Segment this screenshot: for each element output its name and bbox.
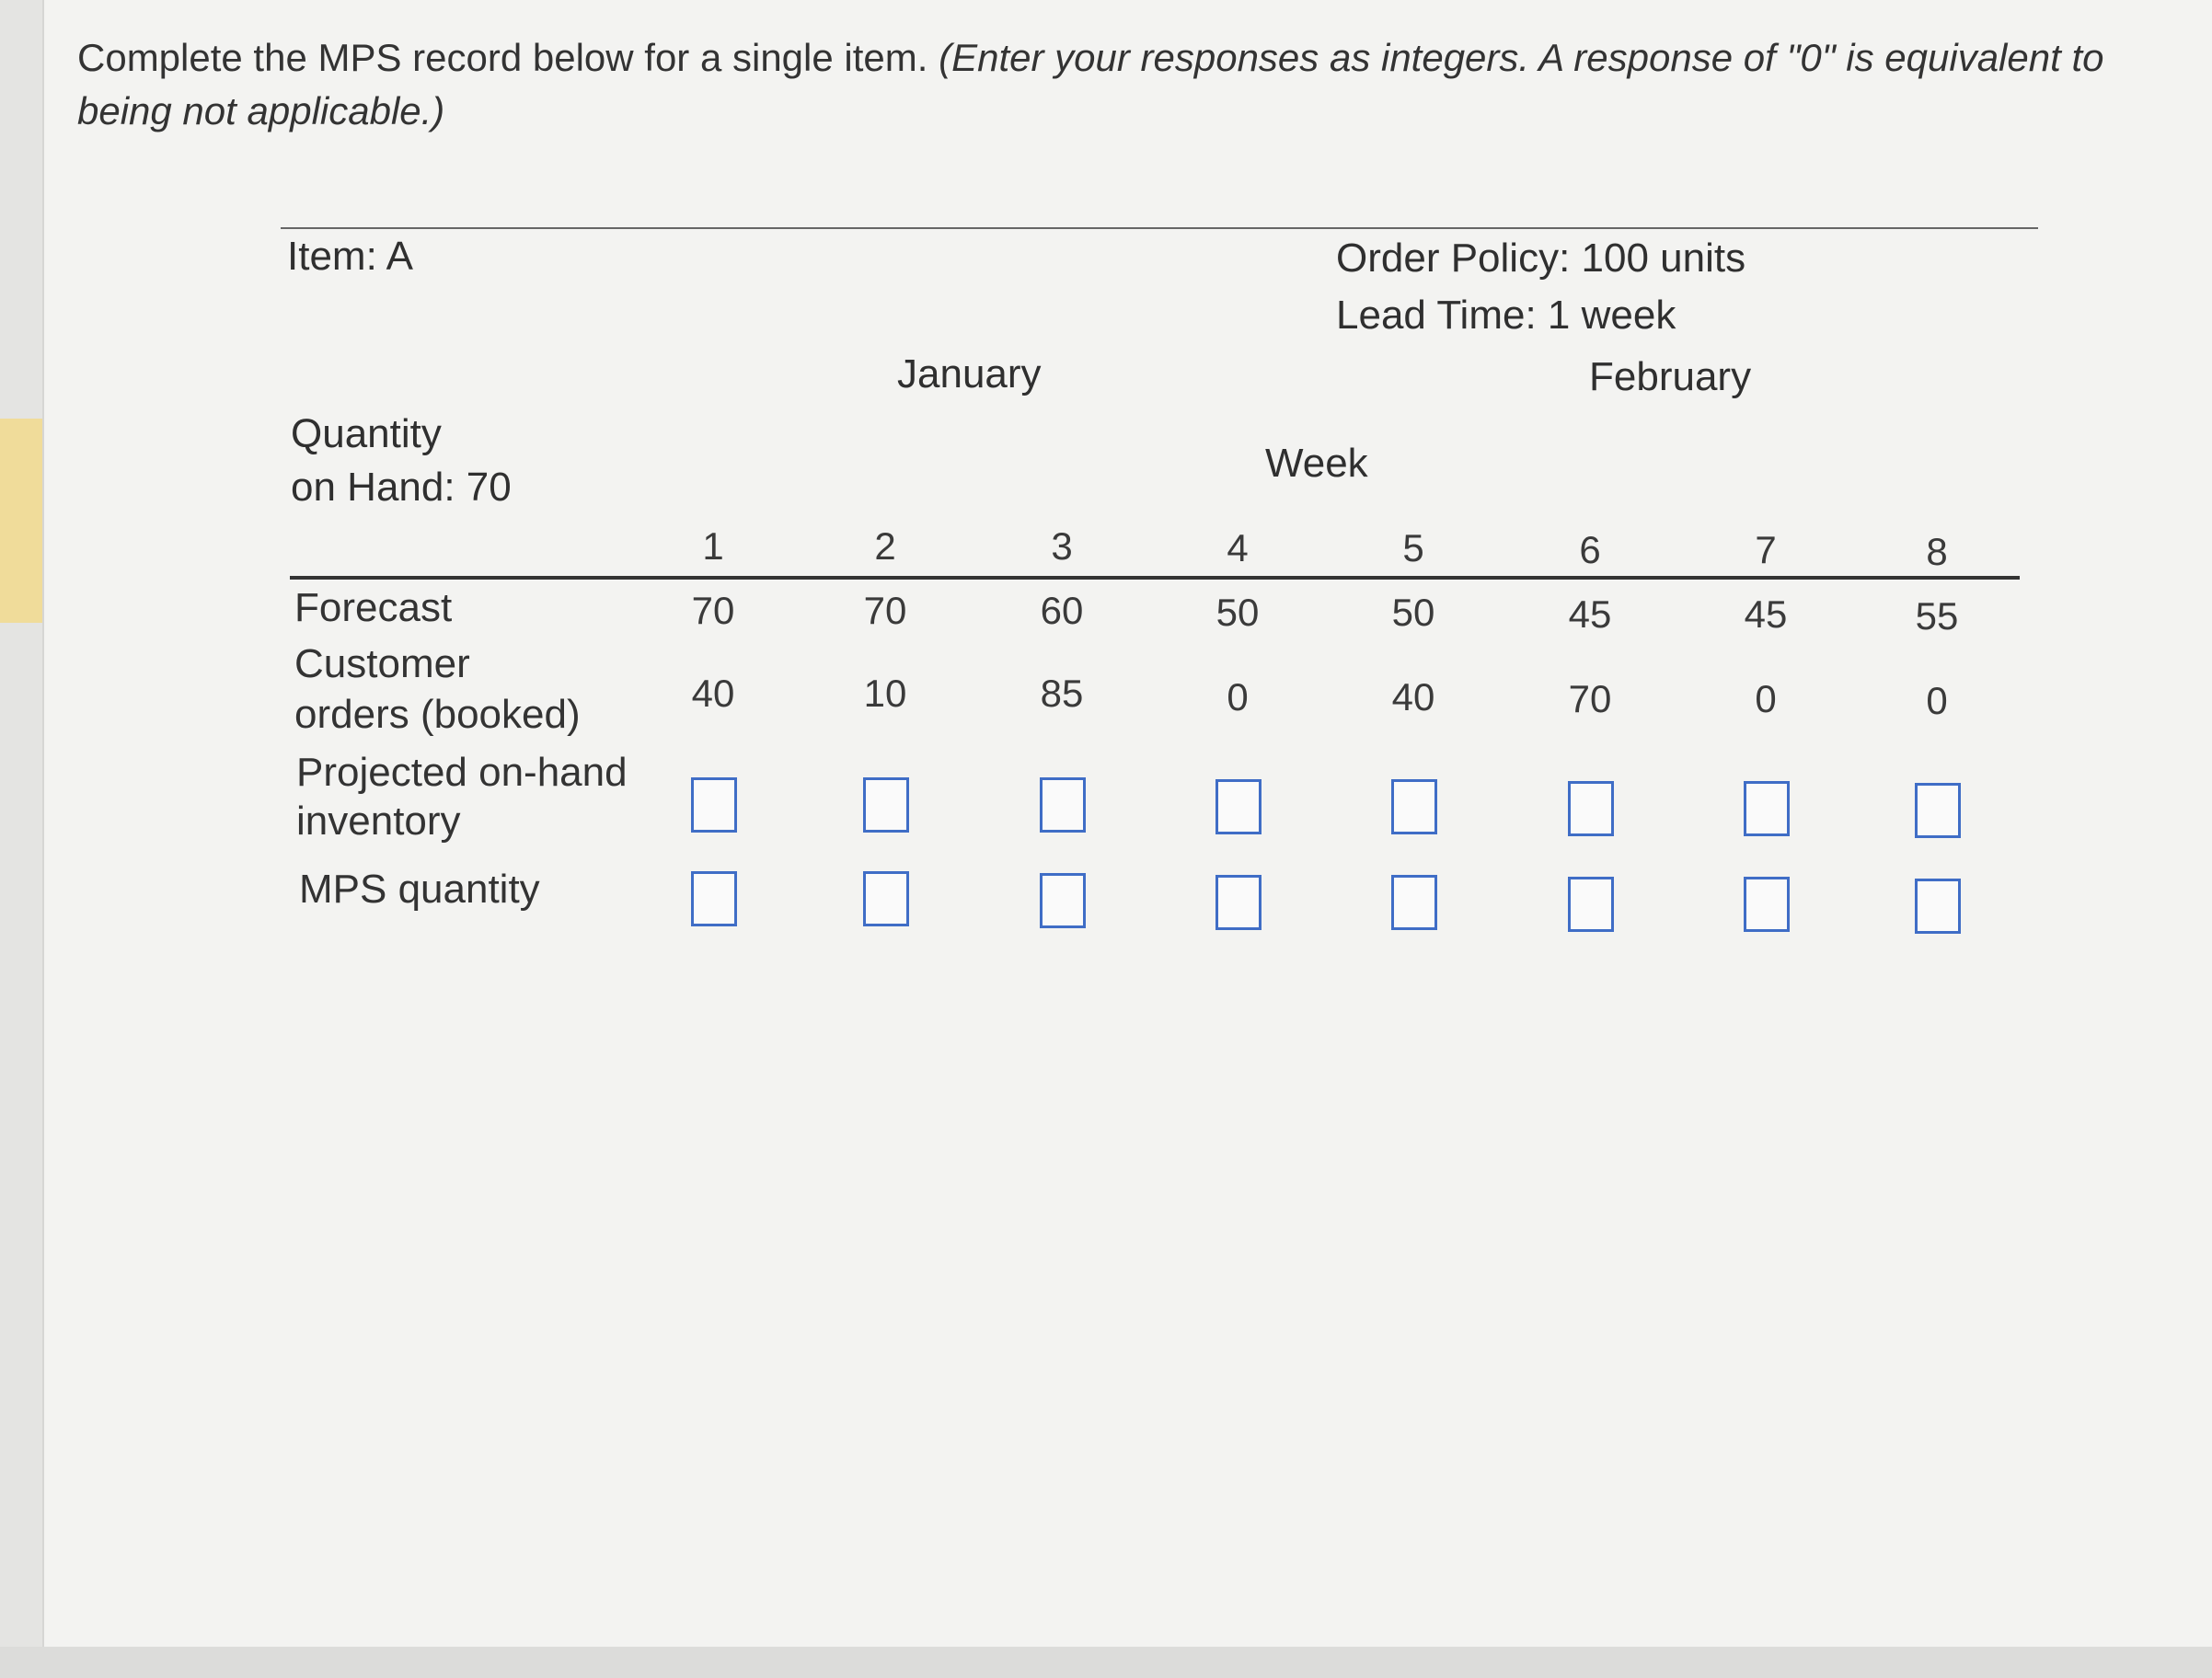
customer-orders-cell: 40 — [691, 672, 735, 715]
customer-orders-cell: 85 — [1040, 672, 1084, 715]
week-number: 1 — [702, 524, 724, 568]
table-header-rule — [290, 576, 2020, 580]
forecast-cell: 50 — [1391, 591, 1435, 634]
projected-on-hand-input-week-1[interactable] — [691, 777, 737, 833]
table-top-rule — [281, 227, 2038, 229]
mps-quantity-input-week-7[interactable] — [1744, 877, 1790, 932]
week-number: 7 — [1755, 528, 1777, 571]
mps-quantity-input-week-5[interactable] — [1391, 875, 1437, 930]
forecast-cell: 45 — [1568, 592, 1612, 636]
mps-quantity-input-week-1[interactable] — [691, 871, 737, 926]
instructions-main: Complete the MPS record below for a single item. — [77, 36, 928, 79]
projected-on-hand-input-week-7[interactable] — [1744, 781, 1790, 836]
question-highlight-tab — [0, 419, 42, 623]
projected-on-hand-input-week-4[interactable] — [1215, 779, 1262, 834]
order-policy-label: Order Policy: 100 units — [1336, 236, 1746, 281]
instructions-note: (Enter your responses as integers. A response of "0" is equivalent to being not applicable.) — [77, 36, 2104, 132]
left-rail — [0, 0, 44, 1678]
bottom-strip — [0, 1647, 2212, 1678]
row-label-projected-on-hand-line1: Projected on-hand — [296, 750, 628, 795]
forecast-cell: 45 — [1744, 592, 1788, 636]
week-number: 3 — [1051, 524, 1073, 568]
row-label-customer-orders-line1: Customer — [294, 641, 470, 686]
forecast-cell: 60 — [1040, 589, 1084, 632]
mps-quantity-input-week-3[interactable] — [1040, 873, 1086, 928]
mps-quantity-input-week-4[interactable] — [1215, 875, 1262, 930]
week-number: 5 — [1402, 526, 1424, 569]
week-number: 4 — [1227, 526, 1249, 569]
forecast-cell: 50 — [1215, 591, 1260, 634]
month-january: January — [897, 351, 1042, 397]
quantity-on-hand-line2: on Hand: 70 — [291, 465, 512, 510]
row-label-mps-quantity: MPS quantity — [299, 867, 540, 912]
customer-orders-cell: 0 — [1926, 679, 1948, 722]
row-label-customer-orders-line2: orders (booked) — [294, 692, 581, 737]
forecast-cell: 70 — [863, 589, 907, 632]
projected-on-hand-input-week-6[interactable] — [1568, 781, 1614, 836]
row-label-projected-on-hand-line2: inventory — [296, 799, 461, 844]
customer-orders-cell: 0 — [1227, 675, 1249, 718]
projected-on-hand-input-week-8[interactable] — [1915, 783, 1961, 838]
week-number: 8 — [1926, 530, 1948, 573]
week-number: 2 — [874, 524, 896, 568]
week-header: Week — [1265, 441, 1368, 486]
projected-on-hand-input-week-3[interactable] — [1040, 777, 1086, 833]
forecast-cell: 70 — [691, 589, 735, 632]
month-february: February — [1589, 354, 1752, 399]
question-instructions — [77, 31, 2203, 138]
projected-on-hand-input-week-5[interactable] — [1391, 779, 1437, 834]
mps-quantity-input-week-8[interactable] — [1915, 879, 1961, 934]
mps-quantity-input-week-2[interactable] — [863, 871, 909, 926]
forecast-cell: 55 — [1915, 594, 1959, 638]
customer-orders-cell: 10 — [863, 672, 907, 715]
lead-time-label: Lead Time: 1 week — [1336, 293, 1676, 338]
quantity-on-hand-line1: Quantity — [291, 411, 442, 456]
customer-orders-cell: 40 — [1391, 675, 1435, 718]
mps-quantity-input-week-6[interactable] — [1568, 877, 1614, 932]
customer-orders-cell: 70 — [1568, 677, 1612, 720]
item-label: Item: A — [287, 234, 413, 279]
customer-orders-cell: 0 — [1755, 677, 1777, 720]
projected-on-hand-input-week-2[interactable] — [863, 777, 909, 833]
week-number: 6 — [1579, 528, 1601, 571]
row-label-forecast: Forecast — [294, 585, 453, 630]
